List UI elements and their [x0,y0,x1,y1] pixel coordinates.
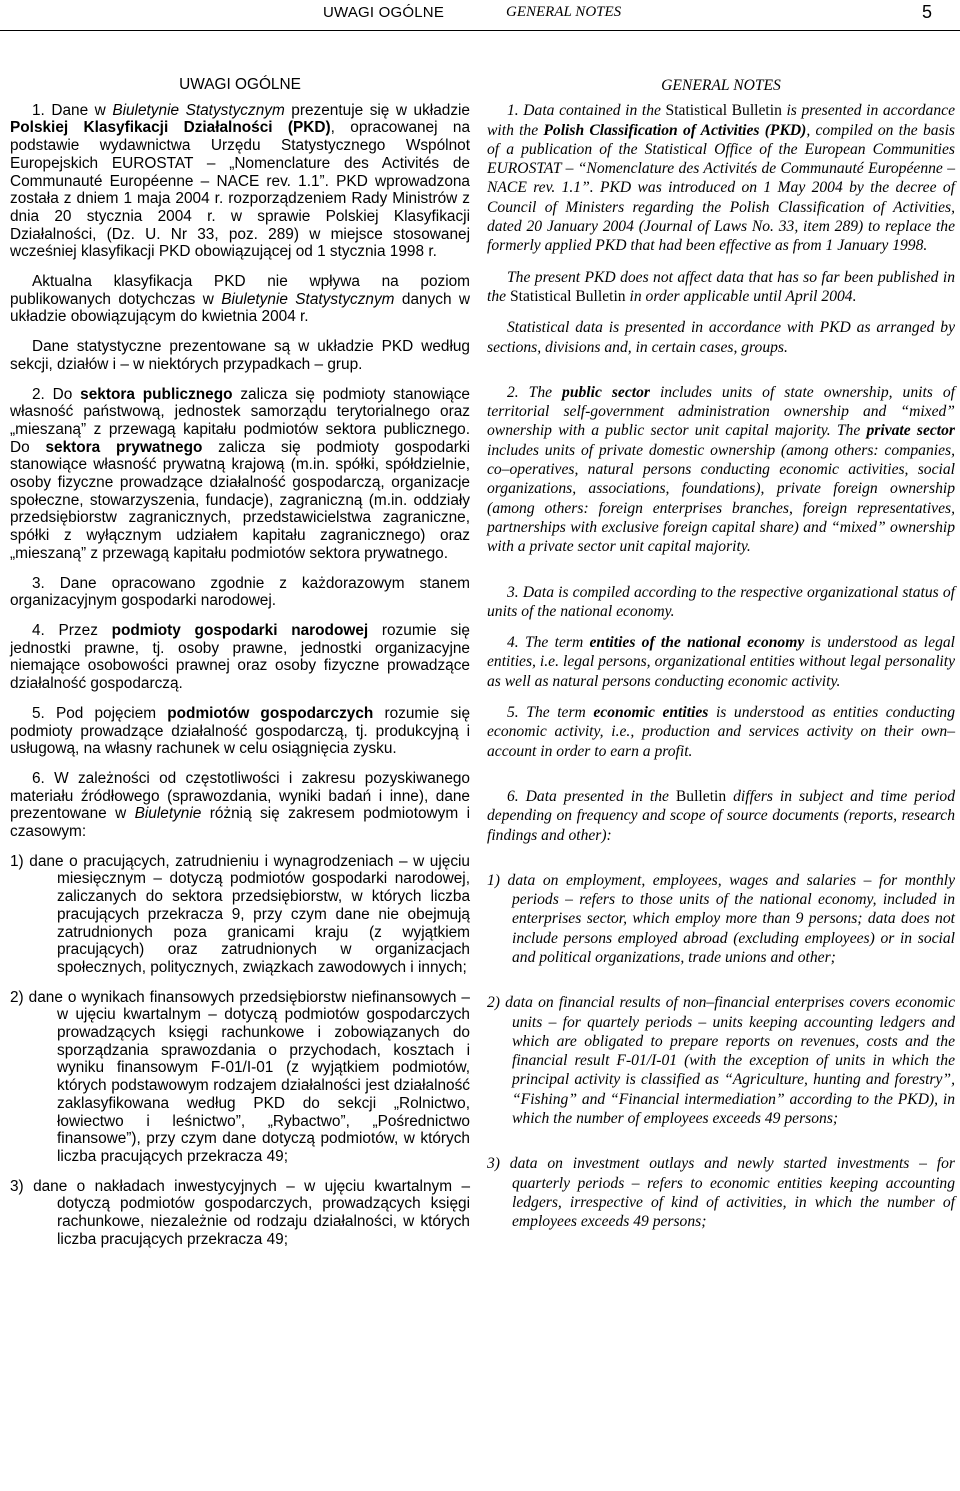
term-private-sector: private sector [866,422,955,440]
note-number: 6. [32,769,45,787]
note-6-en: 6. Data presented in the Bulletin differs in subject and time period depending on frequency and scope of source documents (reports, research findings and other): [487,787,955,844]
term-private-sector: sektora prywatnego [45,438,203,456]
bulletin-title: Bulletin [675,787,727,805]
note-number: 2. [32,385,45,403]
note-1b-en: The present PKD does not affect data that has so far been published in the Statistical Bulletin in order applicable until April 2004. [487,268,955,305]
section-title-en: GENERAL NOTES [661,77,781,94]
note-1b-pl: Aktualna klasyfikacja PKD nie wpływa na poziom publikowanych dotychczas w Biuletynie Statystycznym danych w układzie obowiązującym do kwietnia 2004 r. [10,273,471,326]
term-public-sector: public sector [562,383,650,401]
list-item: 1) dane o pracujących, zatrudnieniu i wynagrodzeniach – w ujęciu miesięcznym – dotyczą podmiotów gospodarki narodowej, zaliczanych do sektora przedsiębiorstw, w których liczba pracujących przekracza 9, przy czym dane nie obejmują zatrudnionych poza granicami kraju (z wyjątkiem pracujących) oraz zatrudnionych w organizacjach społecznych, politycznych, związkach zawodowych i innych; [10,852,470,976]
list-item: 2) dane o wynikach finansowych przedsiębiorstw niefinansowych – w ujęciu kwartalnym – dotyczą podmiotów gospodarczych prowadzących księgi rachunkowe i zobowiązanych do sporządzania sprawozdania o przychodach, kosztach i wyniku finansowym F-01/I-01 (z wyjątkiem podmiotów, których podstawowym rodzajem działalności jest działalność zaklasyfikowana według PKD do sekcji „Rolnictwo, łowiectwo i leśnictwo”, „Rybactwo”, „Pośrednictwo finansowe”), przy czym dane dotyczą podmiotów, w których liczba pracujących przekracza 49; [10,988,470,1165]
term-national-economy-entities: entities of the national economy [589,634,805,652]
header-title-en: GENERAL NOTES [506,4,622,20]
note-1-en: 1. Data contained in the Statistical Bulletin is presented in accordance with the Polish Classification of Activities (PKD), compiled on the basis of a publication of the Statistical Office of the European Communities EUROSTAT – “Nomenclature des Activités de Communauté Européenne – NACE rev. 1.1”. PKD was introduced on 1 May 2004 by the decree of Council of Ministers regarding the Polish Classification of Activities, dated 20 January 2004 (Journal of Laws No. 33, item 289) to replace the formerly applied PKD that had been effective as from 1 January 1998. [487,102,956,255]
bulletin-title: Statistical Bulletin [509,287,626,305]
list-item: 1) data on employment, employees, wages and salaries – for monthly periods – refers to those units of the national economy, included in enterprises sector, which employ more than 9 persons; data does not include persons employed abroad (excluding employees) or in social and political organizations, trade unions and other; [487,871,955,966]
note-6-pl: 6. W zależności od częstotliwości i zakresu pozyskiwanego materiału źródłowego (sprawozdania, wyniki badań i inne), dane prezentowane w Biuletynie różnią się zakresem podmiotowym i czasowym: [10,769,471,841]
list-item: 3) data on investment outlays and newly started investments – for quarterly periods – refers to economic entities keeping accounting ledgers, irrespective of kind of activities, in which the number of employees exceeds 49 persons; [487,1155,955,1231]
note-number: 5. [32,704,45,722]
note-3-pl: 3. Dane opracowano zgodnie z każdorazowym stanem organizacyjnym gospodarki narodowej. [10,574,470,610]
bulletin-title: Statistical Bulletin [665,102,782,120]
note-number: 3. [32,574,45,592]
bulletin-title: Biuletynie Statystycznym [221,290,395,308]
list-item: 3) dane o nakładach inwestycyjnych – w ujęciu kwartalnym – dotyczą podmiotów gospodarczych, prowadzących księgi rachunkowe, niezależnie od rodzaju działalności, w których liczba pracujących przekracza 49; [10,1177,470,1248]
note-1c-en: Statistical data is presented in accordance with PKD as arranged by sections, divisions and, in certain cases, groups. [487,319,955,356]
page-header [0,0,960,31]
term-economic-entities: podmiotów gospodarczych [167,704,374,722]
note-2-pl: 2. Do sektora publicznego zalicza się podmioty stanowiące własność państwową, jednostek samorządu terytorialnego oraz „mieszaną” z przewagą kapitału podmiotów sektora publicznego. Do sektora prywatnego zalicza się podmioty gospodarki stanowiące własność prywatną krajową (m.in. spółki, spółdzielnie, osoby fizyczne prowadzące działalność gospodarczą, organizacje społeczne, stowarzyszenia, fundacje), zagraniczną (m.in. oddziały przedsiębiorstw zagranicznych, przedstawicielstwa zagraniczne, spółki z wyłącznym udziałem kapitału zagranicznego) oraz „mieszaną” z przewagą kapitału podmiotów sektora prywatnego. [10,385,470,562]
list-item: 2) data on financial results of non–financial enterprises covers economic units – for quartely periods – units keeping accounting ledgers and which are obligated to prepare reports on revenues, costs and the financial result F-01/I-01 (with the exception of units in which the principal activity is classified as “Agriculture, hunting and forestry”, “Fishing” and “Financial intermediation” according to the PKD), in which the number of employees exceeds 49 persons; [487,994,955,1128]
note-1-pl: 1. Dane w Biuletynie Statystycznym prezentuje się w układzie Polskiej Klasyfikacji Działalności (PKD), opracowanej na podstawie wydawnictwa Urzędu Statystycznego Wspólnot Europejskich EUROSTAT – „Nomenclature des Activités de Communauté Européenne – NACE rev. 1.1”. PKD wprowadzona została z dniem 1 maja 2004 r. rozporządzeniem Rady Ministrów z dnia 20 stycznia 2004 r. w sprawie Polskiej Klasyfikacji Działalności, (Dz. U. Nr 33, poz. 289) w miejsce stosowanej wcześniej klasyfikacji PKD obowiązującej od 1 stycznia 1998 r. [10,101,471,261]
note-5-pl: 5. Pod pojęciem podmiotów gospodarczych rozumie się podmioty prowadzące działalność gospodarczą, tj. produkcyjną i usługową, na własny rachunek w celu osiągnięcia zysku. [10,704,471,758]
polish-column [10,76,470,1260]
page-number: 5 [922,2,933,22]
header-title-pl: UWAGI OGÓLNE [323,4,445,21]
note-3-en: 3. Data is compiled according to the respective organizational status of units of the national economy. [487,583,955,620]
term-national-economy-entities: podmioty gospodarki narodowej [111,621,369,639]
note-number: 1. [32,101,45,119]
term-pkd: Polskiej Klasyfikacji Działalności (PKD) [10,119,331,137]
note-1c-pl: Dane statystyczne prezentowane są w układzie PKD według sekcji, działów i – w niektórych przypadkach – grup. [10,338,470,373]
term-economic-entities: economic entities [593,704,709,722]
term-pkd: Polish Classification of Activities (PKD) [543,121,807,139]
note-2-en: 2. The public sector includes units of state ownership, units of territorial self-government administration ownership and “mixed” ownership with a public sector unit capital majority. The private sector includes units of private domestic ownership (among others: companies, co–operatives, natural persons conducting economic activities, social organizations, associations, foundations), private foreign ownership (among others: foreign enterprises branches, foreign representatives, partnerships with exclusive foreign capital share) and “mixed” ownership with a private sector unit capital majority. [487,383,955,556]
bulletin-title: Biuletynie [134,805,202,823]
note-number: 4. [32,621,45,639]
note-4-en: 4. The term entities of the national economy is understood as legal entities, i.e. legal persons, organizational entities without legal personality as well as natural persons conducting economic activity. [487,634,955,690]
term-public-sector: sektora publicznego [80,385,233,403]
section-title-pl: UWAGI OGÓLNE [179,76,301,93]
note-5-en: 5. The term economic entities is understood as entities conducting economic activity, i.e., production and services activity on their own–account in order to earn a profit. [487,704,955,760]
note-4-pl: 4. Przez podmioty gospodarki narodowej rozumie się jednostki prawne, tj. osoby prawne, jednostki organizacyjne niemające osobowości prawnej oraz osoby fizyczne prowadzące działalność gospodarczą. [10,621,470,693]
english-column [487,76,955,1244]
bulletin-title: Biuletynie Statystycznym [112,101,285,119]
